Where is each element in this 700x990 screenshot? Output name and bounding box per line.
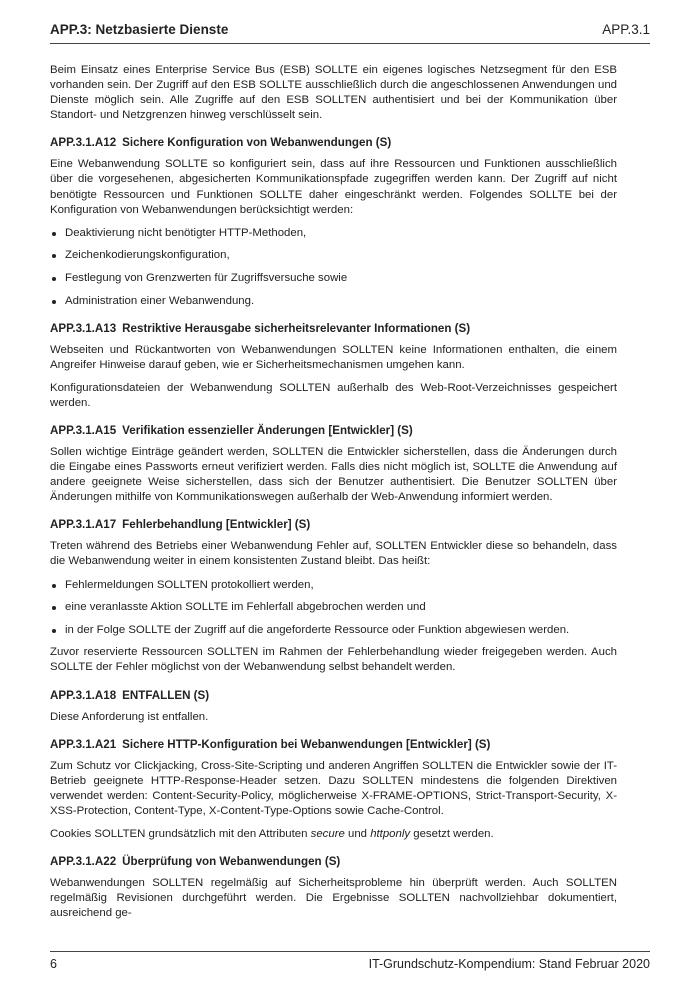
section-heading-a18: [50, 688, 617, 703]
requirement-id: APP.3.1.A12: [50, 136, 117, 150]
requirement-id: APP.3.1.A21: [50, 737, 117, 751]
list-item: in der Folge SOLLTE der Zugriff auf die angeforderte Ressource oder Funktion abgewiesen werden.: [50, 623, 617, 638]
requirement-id: APP.3.1.A17: [50, 518, 117, 532]
cookie-text-mid: und: [344, 828, 371, 840]
section-heading-a15: [50, 423, 617, 438]
document-body: [50, 63, 617, 929]
a13-paragraph-2: Konfigurationsdateien der Webanwendung SOLLTEN außerhalb des Web-Root-Verzeichnisses gespeichert werden.: [50, 381, 617, 409]
header-module-id: APP.3.1: [602, 22, 650, 37]
list-item: Administration einer Webanwendung.: [50, 294, 617, 309]
a21-paragraph: Zum Schutz vor Clickjacking, Cross-Site-Scripting und anderen Angriffen SOLLTEN die Entwickler sowie der IT-Betrieb geeignete HTTP-Response-Header setzen. Dazu SOLLTEN mindestens die folgenden Direktiven verwendet werden: Content-Security-Policy, möglicherweise X-FRAME-OPTIONS, Strict-Transport-Security, X-XSS-Protection, Content-Type, X-Content-Type-Options sowie Cache-Control.: [50, 759, 617, 817]
list-item: Festlegung von Grenzwerten für Zugriffsversuche sowie: [50, 271, 617, 286]
requirement-title: Fehlerbehandlung [Entwickler] (S): [122, 518, 311, 532]
a15-paragraph: Sollen wichtige Einträge geändert werden, SOLLTEN die Entwickler sicherstellen, dass die Änderungen durch die Eingabe eines Passworts erneut verifiziert werden. Falls dies nicht möglich ist, SOLLTE die Anwendung auf andere geeignete Weise sicherstellen, dass sich der Benutzer authentisiert. Die Benutzer SOLLTEN über Änderungen mithilfe von Kommunikationswegen außerhalb der Web-Anwendung informiert werden.: [50, 446, 617, 504]
requirement-id: APP.3.1.A13: [50, 321, 117, 335]
a21-cookie-paragraph: [50, 827, 617, 842]
requirement-title: Sichere HTTP-Konfiguration bei Webanwendungen [Entwickler] (S): [122, 737, 491, 751]
a12-paragraph: Eine Webanwendung SOLLTE so konfiguriert sein, dass auf ihre Ressourcen und Funktionen ausschließlich über die vorgesehenen, abgesicherten Kommunikationspfade zugegriffen werden kann. Der Zugriff auf nicht benötigte Ressourcen und Funktionen SOLLTE daher eingeschränkt werden. Folgendes SOLLTE bei der Konfiguration von Webanwendungen berücksichtigt werden:: [50, 158, 617, 216]
list-item: eine veranlasste Aktion SOLLTE im Fehlerfall abgebrochen werden und: [50, 600, 617, 615]
page-header: [50, 22, 650, 37]
header-chapter: APP.3: Netzbasierte Dienste: [50, 22, 229, 37]
a13-paragraph-1: Webseiten und Rückantworten von Webanwendungen SOLLTEN keine Informationen enthalten, die einem Angreifer Hinweise darauf geben, wie er Sicherheitsmechanismen umgehen kann.: [50, 343, 617, 371]
requirement-title: ENTFALLEN (S): [122, 688, 210, 702]
list-item: Deaktivierung nicht benötigter HTTP-Methoden,: [50, 226, 617, 241]
a22-paragraph: Webanwendungen SOLLTEN regelmäßig auf Sicherheitsprobleme hin überprüft werden. Auch SOLLTEN regelmäßig Revisionen durchgeführt werden. Die Ergebnisse SOLLTEN nachvollziehbar dokumentiert, ausreichend ge-: [50, 877, 617, 920]
a17-bullet-list: [50, 578, 617, 638]
cookie-attribute-httponly: httponly: [370, 828, 411, 840]
cookie-text-pre: Cookies SOLLTEN grundsätzlich mit den Attributen: [50, 828, 311, 840]
header-rule: [50, 43, 650, 44]
list-item: Fehlermeldungen SOLLTEN protokolliert werden,: [50, 578, 617, 593]
section-heading-a13: [50, 321, 617, 336]
requirement-title: Restriktive Herausgabe sicherheitsrelevanter Informationen (S): [122, 321, 471, 335]
section-heading-a17: [50, 517, 617, 532]
a12-bullet-list: [50, 226, 617, 309]
footer-source: IT-Grundschutz-Kompendium: Stand Februar 2020: [368, 957, 650, 971]
intro-paragraph: Beim Einsatz eines Enterprise Service Bus (ESB) SOLLTE ein eigenes logisches Netzsegment für den ESB vorhanden sein. Der Zugriff auf den ESB SOLLTE ausschließlich durch die angeschlossenen Anwendungen und Dienste möglich sein. Alle Zugriffe auf den ESB SOLLTEN authentisiert und bei der Kommunikation über Standort- und Netzgrenzen hinweg verschlüsselt sein.: [50, 64, 617, 122]
section-heading-a22: [50, 854, 617, 869]
requirement-id: APP.3.1.A15: [50, 424, 117, 437]
list-item: Zeichenkodierungskonfiguration,: [50, 248, 617, 263]
page-footer: [50, 957, 650, 971]
a18-paragraph: Diese Anforderung ist entfallen.: [50, 710, 209, 723]
section-heading-a21: [50, 737, 617, 752]
a17-paragraph-2: Zuvor reservierte Ressourcen SOLLTEN im Rahmen der Fehlerbehandlung wieder freigegeben werden. Auch SOLLTE der Fehler möglichst von der Webanwendung selbst behandelt werden.: [50, 646, 617, 674]
requirement-title: Überprüfung von Webanwendungen (S): [122, 855, 341, 869]
footer-rule: [50, 951, 650, 952]
section-heading-a12: [50, 135, 617, 150]
requirement-title: Verifikation essenzieller Änderungen [Entwickler] (S): [122, 424, 413, 437]
page-number: 6: [50, 957, 57, 971]
cookie-text-post: gesetzt werden.: [410, 828, 494, 840]
requirement-id: APP.3.1.A22: [50, 855, 117, 869]
requirement-id: APP.3.1.A18: [50, 688, 117, 702]
a17-paragraph: Treten während des Betriebs einer Webanwendung Fehler auf, SOLLTEN Entwickler diese so behandeln, dass die Webanwendung weiter in einem konsistenten Zustand bleibt. Das heißt:: [50, 540, 617, 568]
cookie-attribute-secure: secure: [310, 828, 345, 840]
requirement-title: Sichere Konfiguration von Webanwendungen (S): [122, 136, 392, 150]
